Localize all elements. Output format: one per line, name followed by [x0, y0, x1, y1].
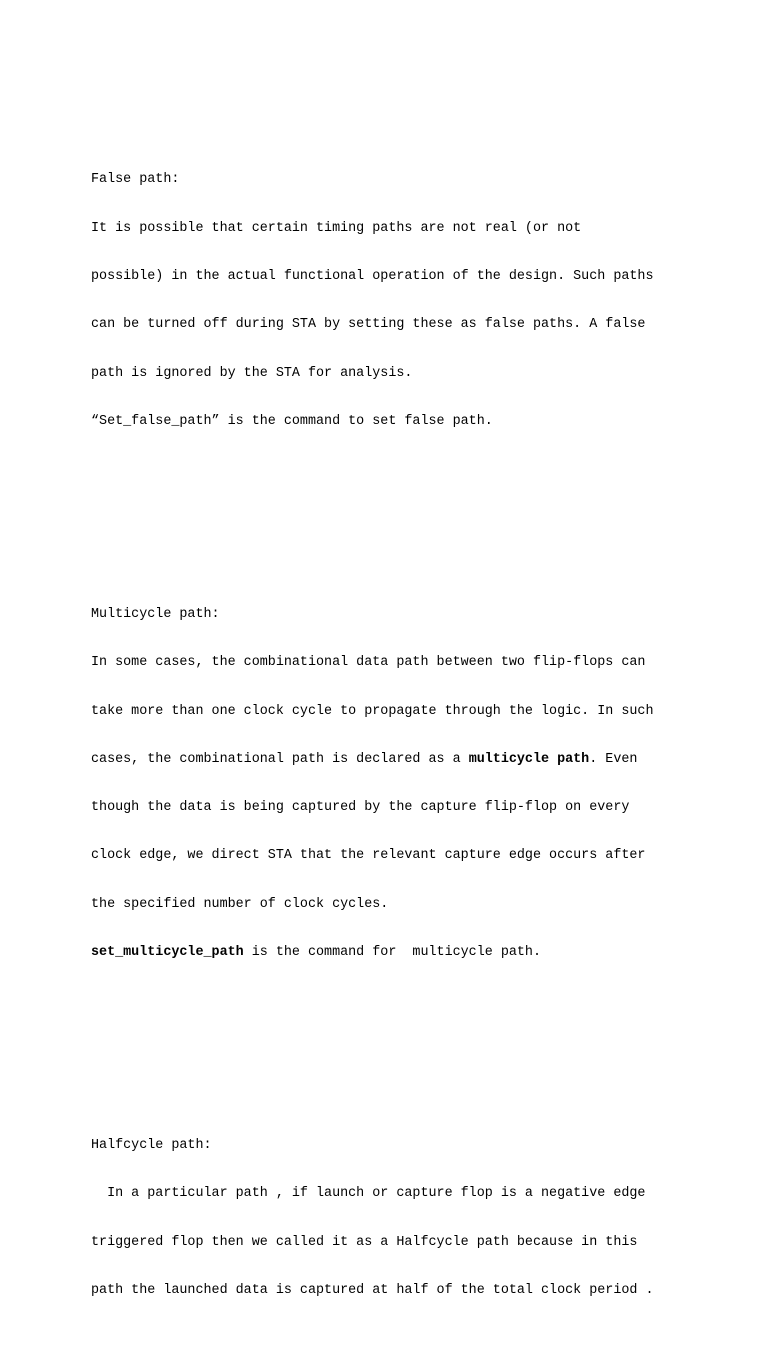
multicycle-path-section [91, 575, 731, 993]
paragraph-line: path is ignored by the STA for analysis. [91, 365, 413, 381]
paragraph-line: path the launched data is captured at half of the total clock period . [91, 1282, 654, 1298]
paragraph-line: In some cases, the combinational data path between two flip-flops can [91, 655, 646, 671]
paragraph-line: In a particular path , if launch or capture flop is a negative edge [91, 1186, 646, 1202]
text-run: . Even [589, 751, 638, 767]
false-path-heading: False path: [91, 172, 180, 188]
paragraph-line: take more than one clock cycle to propagate through the logic. In such [91, 703, 654, 719]
paragraph-line: clock edge, we direct STA that the relevant capture edge occurs after [91, 848, 646, 864]
paragraph-line: though the data is being captured by the capture flip-flop on every [91, 800, 630, 816]
paragraph-line: It is possible that certain timing paths are not real (or not [91, 220, 582, 236]
bold-term: multicycle path [468, 751, 590, 767]
paragraph-line: can be turned off during STA by setting these as false paths. A false [91, 317, 646, 333]
bold-command: set_multicycle_path [91, 944, 244, 960]
document-body [91, 92, 731, 1363]
section-spacer [91, 1042, 731, 1058]
text-run: is the command for multicycle path. [243, 944, 542, 960]
paragraph-line [91, 945, 731, 961]
paragraph-line: possible) in the actual functional operation of the design. Such paths [91, 269, 654, 285]
halfcycle-path-section [91, 1106, 731, 1331]
section-spacer [91, 510, 731, 526]
multicycle-path-heading: Multicycle path: [91, 607, 220, 622]
paragraph-line: “Set_false_path” is the command to set false path. [91, 413, 493, 429]
paragraph-line [91, 752, 731, 768]
false-path-section [91, 140, 731, 462]
halfcycle-path-heading: Halfcycle path: [91, 1138, 212, 1154]
text-run: cases, the combinational path is declared as a [91, 751, 469, 767]
paragraph-line: the specified number of clock cycles. [91, 896, 389, 912]
paragraph-line: triggered flop then we called it as a Halfcycle path because in this [91, 1234, 638, 1250]
